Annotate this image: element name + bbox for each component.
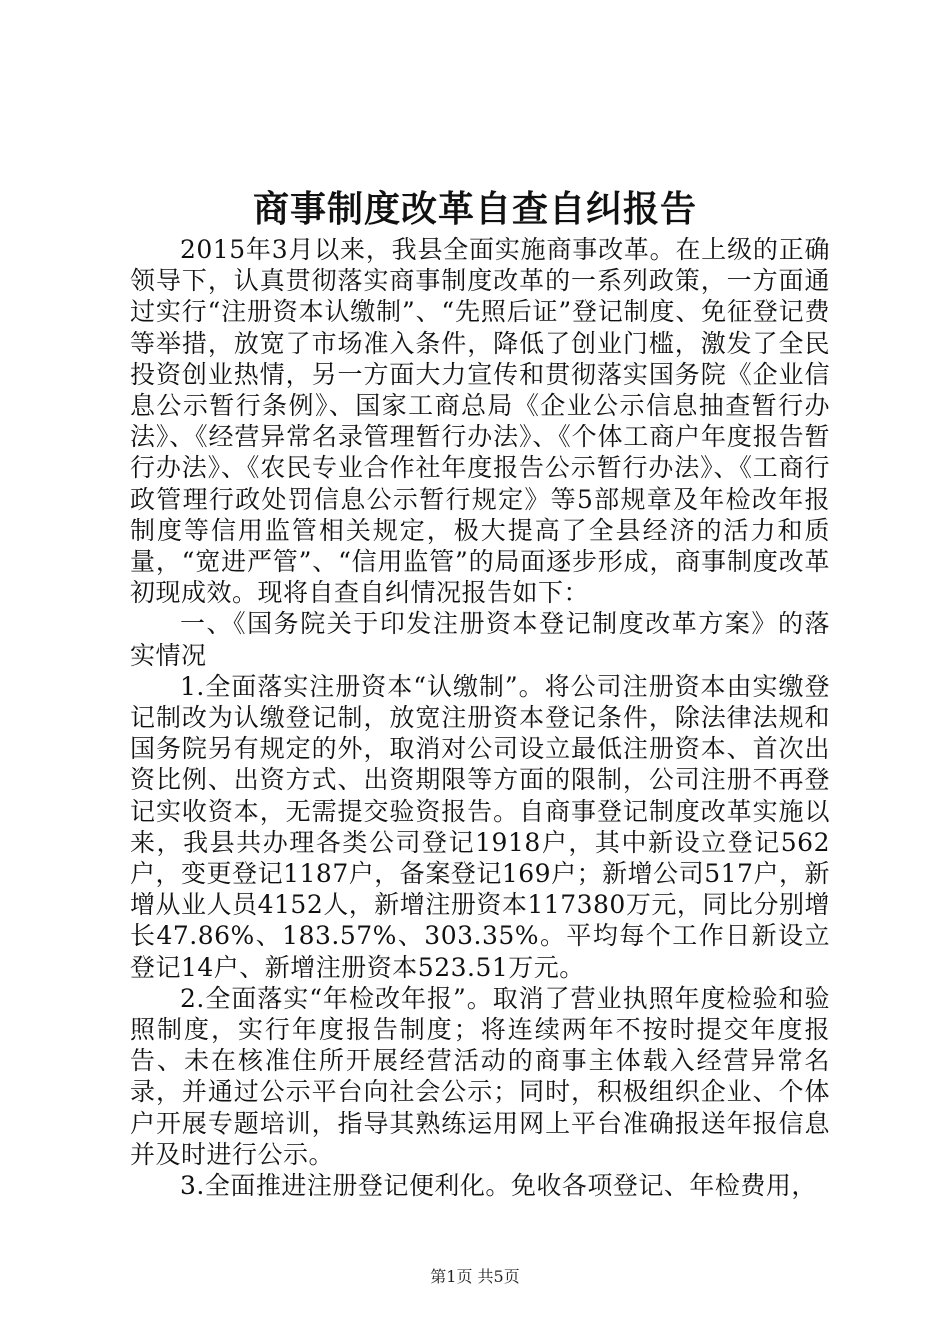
section-heading-1: 一、《国务院关于印发注册资本登记制度改革方案》的落实情况: [130, 609, 830, 670]
document-title: 商事制度改革自查自纠报告: [252, 188, 697, 230]
document-body: [130, 234, 830, 1201]
paragraph-intro: 2015年3月以来，我县全面实施商事改革。在上级的正确领导下，认真贯彻落实商事制度改革的一系列政策，一方面通过实行“注册资本认缴制”、“先照后证”登记制度、免征登记费等举措，放宽了市场准入条件，降低了创业门槛，激发了全民投资创业热情，另一方面大力宣传和贯彻落实国务院《企业信息公示暂行条例》、国家工商总局《企业公示信息抽查暂行办法》、《经营异常名录管理暂行办法》、《个体工商户年度报告暂行办法》、《农民专业合作社年度报告公示暂行办法》、《工商行政管理行政处罚信息公示暂行规定》等5部规章及年检改年报制度等信用监管相关规定，极大提高了全县经济的活力和质量，“宽进严管”、“信用监管”的局面逐步形成，商事制度改革初现成效。现将自查自纠情况报告如下：: [130, 235, 830, 608]
paragraph-item-2: 2.全面落实“年检改年报”。取消了营业执照年度检验和验照制度，实行年度报告制度；将连续两年不按时提交年度报告、未在核准住所开展经营活动的商事主体载入经营异常名录，并通过公示平台向社会公示；同时，积极组织企业、个体户开展专题培训，指导其熟练运用网上平台准确报送年报信息并及时进行公示。: [130, 983, 830, 1169]
paragraph-item-1: 1.全面落实注册资本“认缴制”。将公司注册资本由实缴登记制改为认缴登记制，放宽注册资本登记条件，除法律法规和国务院另有规定的外，取消对公司设立最低注册资本、首次出资比例、出资方式、出资期限等方面的限制，公司注册不再登记实收资本，无需提交验资报告。自商事登记制度改革实施以来，我县共办理各类公司登记1918户，其中新设立登记562户，变更登记1187户，备案登记169户；新增公司517户，新增从业人员4152人，新增注册资本117380万元，同比分别增长47.86%、183.57%、303.35%。平均每个工作日新设立登记14户、新增注册资本523.51万元。: [130, 671, 830, 982]
paragraph-item-3: 3.全面推进注册登记便利化。免收各项登记、年检费用，: [180, 1171, 817, 1201]
page-footer: 第1页 共5页: [430, 1267, 520, 1286]
